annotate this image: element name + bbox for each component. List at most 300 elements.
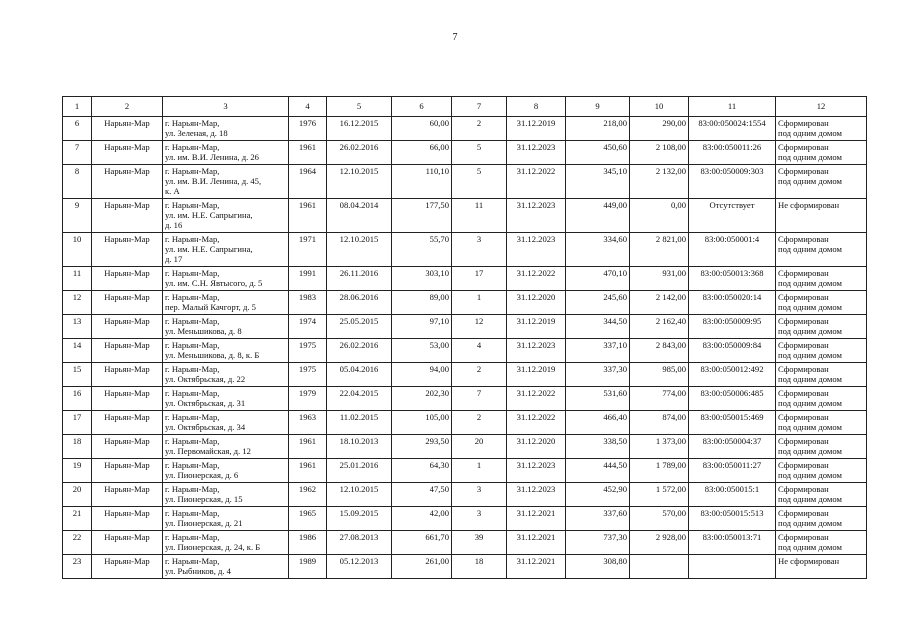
cell-number: 16: [63, 387, 92, 411]
column-header: 4: [289, 97, 327, 117]
column-header: 8: [507, 97, 566, 117]
cell-year-built: 1989: [289, 555, 327, 579]
cell-number: 12: [63, 291, 92, 315]
cell-address: [163, 315, 289, 339]
page-number: 7: [452, 32, 458, 43]
cell-deadline: 31.12.2022: [507, 411, 566, 435]
cell-year-built: 1975: [289, 339, 327, 363]
cell-area-total: 308,80: [566, 555, 630, 579]
cell-land-area: 2 162,40: [630, 315, 689, 339]
cell-status: [776, 165, 867, 199]
cell-land-area: 774,00: [630, 387, 689, 411]
cell-city: Нарьян-Мар: [92, 233, 163, 267]
cell-address-line: г. Нарьян-Мар,: [165, 412, 220, 422]
cell-status-line: под одним домом: [778, 326, 842, 337]
cell-year-built: 1991: [289, 267, 327, 291]
cell-area-total: 531,60: [566, 387, 630, 411]
cell-status: [776, 555, 867, 579]
cell-number: 21: [63, 507, 92, 531]
cell-status: [776, 411, 867, 435]
cell-date: 05.04.2016: [327, 363, 392, 387]
cell-area-total: 470,10: [566, 267, 630, 291]
cell-status-line: под одним домом: [778, 128, 842, 139]
cell-count: 3: [452, 507, 507, 531]
cell-status: [776, 483, 867, 507]
cell-status-line: под одним домом: [778, 422, 842, 433]
cell-status-line: под одним домом: [778, 518, 842, 529]
cell-status-line: Сформирован: [778, 364, 829, 374]
cell-land-area: 1 789,00: [630, 459, 689, 483]
cell-city: Нарьян-Мар: [92, 165, 163, 199]
cell-address-line: г. Нарьян-Мар,: [165, 340, 220, 350]
cell-deadline: 31.12.2023: [507, 233, 566, 267]
cell-city: Нарьян-Мар: [92, 531, 163, 555]
cell-date: 18.10.2013: [327, 435, 392, 459]
cell-address: [163, 531, 289, 555]
cell-address-line: ул. Октябрьская, д. 31: [165, 398, 246, 409]
cell-status-line: под одним домом: [778, 278, 842, 289]
cell-number: 11: [63, 267, 92, 291]
cell-city: Нарьян-Мар: [92, 363, 163, 387]
cell-cadastral-number: 83:00:050009:95: [689, 315, 776, 339]
cell-number: 14: [63, 339, 92, 363]
cell-status-line: Сформирован: [778, 436, 829, 446]
cell-status-line: Сформирован: [778, 316, 829, 326]
cell-count: 1: [452, 291, 507, 315]
cell-status: [776, 339, 867, 363]
cell-address-line: д. 17: [165, 254, 183, 265]
cell-area: 303,10: [392, 267, 452, 291]
cell-address-line: г. Нарьян-Мар,: [165, 436, 220, 446]
cell-city: Нарьян-Мар: [92, 483, 163, 507]
cell-address-line: г. Нарьян-Мар,: [165, 316, 220, 326]
table-row: [63, 339, 867, 363]
cell-deadline: 31.12.2022: [507, 267, 566, 291]
cell-deadline: 31.12.2019: [507, 117, 566, 141]
cell-land-area: 2 108,00: [630, 141, 689, 165]
cell-year-built: 1979: [289, 387, 327, 411]
cell-area-total: 334,60: [566, 233, 630, 267]
cell-count: 5: [452, 141, 507, 165]
cell-address-line: г. Нарьян-Мар,: [165, 484, 220, 494]
table-header-row: [63, 97, 867, 117]
cell-area: 42,00: [392, 507, 452, 531]
cell-address-line: к. А: [165, 186, 180, 197]
cell-deadline: 31.12.2021: [507, 555, 566, 579]
cell-area-total: 344,50: [566, 315, 630, 339]
cell-deadline: 31.12.2023: [507, 199, 566, 233]
cell-area-total: 737,30: [566, 531, 630, 555]
cell-status: [776, 117, 867, 141]
cell-date: 26.02.2016: [327, 141, 392, 165]
cell-date: 12.10.2015: [327, 233, 392, 267]
cell-status: [776, 233, 867, 267]
cell-count: 12: [452, 315, 507, 339]
cell-status-line: под одним домом: [778, 446, 842, 457]
column-header: 7: [452, 97, 507, 117]
cell-cadastral-number: 83:00:050011:26: [689, 141, 776, 165]
cell-status-line: Сформирован: [778, 142, 829, 152]
cell-deadline: 31.12.2020: [507, 291, 566, 315]
cell-count: 11: [452, 199, 507, 233]
cell-land-area: 2 821,00: [630, 233, 689, 267]
cell-address: [163, 291, 289, 315]
cell-year-built: 1961: [289, 199, 327, 233]
cell-address-line: г. Нарьян-Мар,: [165, 532, 220, 542]
cell-count: 2: [452, 117, 507, 141]
cell-cadastral-number: 83:00:050015:469: [689, 411, 776, 435]
cell-land-area: 2 132,00: [630, 165, 689, 199]
cell-number: 6: [63, 117, 92, 141]
cell-status-line: под одним домом: [778, 350, 842, 361]
cell-status: [776, 507, 867, 531]
cell-status-line: Сформирован: [778, 532, 829, 542]
cell-date: 22.04.2015: [327, 387, 392, 411]
cell-deadline: 31.12.2023: [507, 141, 566, 165]
cell-area: 105,00: [392, 411, 452, 435]
cell-date: 11.02.2015: [327, 411, 392, 435]
cell-city: Нарьян-Мар: [92, 291, 163, 315]
cell-city: Нарьян-Мар: [92, 387, 163, 411]
table-row: [63, 435, 867, 459]
cell-area-total: 218,00: [566, 117, 630, 141]
cell-land-area: 2 928,00: [630, 531, 689, 555]
cell-cadastral-number: [689, 555, 776, 579]
cell-address: [163, 483, 289, 507]
table-row: [63, 507, 867, 531]
cell-year-built: 1975: [289, 363, 327, 387]
cell-city: Нарьян-Мар: [92, 315, 163, 339]
table-row: [63, 411, 867, 435]
cell-address-line: ул. Зеленая, д. 18: [165, 128, 228, 139]
cell-status-line: под одним домом: [778, 374, 842, 385]
cell-area: 110,10: [392, 165, 452, 199]
cell-number: 13: [63, 315, 92, 339]
cell-cadastral-number: 83:00:050013:368: [689, 267, 776, 291]
cell-number: 20: [63, 483, 92, 507]
cell-address-line: ул. Меньшикова, д. 8, к. Б: [165, 350, 260, 361]
cell-year-built: 1974: [289, 315, 327, 339]
cell-number: 10: [63, 233, 92, 267]
cell-date: 25.05.2015: [327, 315, 392, 339]
cell-count: 1: [452, 459, 507, 483]
cell-year-built: 1962: [289, 483, 327, 507]
cell-number: 22: [63, 531, 92, 555]
cell-status-line: под одним домом: [778, 244, 842, 255]
cell-cadastral-number: 83:00:050024:1554: [689, 117, 776, 141]
table-row: [63, 459, 867, 483]
cell-address-line: г. Нарьян-Мар,: [165, 460, 220, 470]
cell-year-built: 1986: [289, 531, 327, 555]
cell-address: [163, 233, 289, 267]
cell-area: 202,30: [392, 387, 452, 411]
cell-status: [776, 199, 867, 233]
cell-deadline: 31.12.2021: [507, 531, 566, 555]
cell-address-line: ул. им. Н.Е. Сапрыгина,: [165, 244, 253, 255]
cell-area: 89,00: [392, 291, 452, 315]
cell-area: 60,00: [392, 117, 452, 141]
cell-address-line: ул. Пионерская, д. 21: [165, 518, 243, 529]
cell-area-total: 337,10: [566, 339, 630, 363]
cell-count: 17: [452, 267, 507, 291]
cell-status-line: под одним домом: [778, 494, 842, 505]
cell-cadastral-number: 83:00:050015:513: [689, 507, 776, 531]
table-row: [63, 199, 867, 233]
table-row: [63, 531, 867, 555]
cell-cadastral-number: 83:00:050011:27: [689, 459, 776, 483]
table-row: [63, 555, 867, 579]
cell-status: [776, 459, 867, 483]
column-header: 3: [163, 97, 289, 117]
cell-status: [776, 387, 867, 411]
cell-count: 20: [452, 435, 507, 459]
cell-number: 9: [63, 199, 92, 233]
cell-area: 177,50: [392, 199, 452, 233]
table-row: [63, 363, 867, 387]
cell-address-line: ул. Октябрьская, д. 34: [165, 422, 246, 433]
cell-cadastral-number: Отсутствует: [689, 199, 776, 233]
cell-land-area: 0,00: [630, 199, 689, 233]
cell-date: 05.12.2013: [327, 555, 392, 579]
cell-status-line: под одним домом: [778, 302, 842, 313]
cell-area: 94,00: [392, 363, 452, 387]
cell-date: 26.11.2016: [327, 267, 392, 291]
cell-deadline: 31.12.2022: [507, 165, 566, 199]
cell-count: 39: [452, 531, 507, 555]
cell-land-area: 2 843,00: [630, 339, 689, 363]
cell-year-built: 1963: [289, 411, 327, 435]
cell-area-total: 245,60: [566, 291, 630, 315]
table-row: [63, 483, 867, 507]
column-header: 1: [63, 97, 92, 117]
cell-city: Нарьян-Мар: [92, 507, 163, 531]
cell-land-area: 570,00: [630, 507, 689, 531]
cell-status-line: Сформирован: [778, 118, 829, 128]
cell-year-built: 1965: [289, 507, 327, 531]
cell-address-line: ул. им. Н.Е. Сапрыгина,: [165, 210, 253, 221]
cell-deadline: 31.12.2019: [507, 315, 566, 339]
cell-address-line: ул. им. В.И. Ленина, д. 45,: [165, 176, 262, 187]
cell-count: 7: [452, 387, 507, 411]
cell-status-line: под одним домом: [778, 176, 842, 187]
cell-count: 2: [452, 363, 507, 387]
cell-cadastral-number: 83:00:050009:303: [689, 165, 776, 199]
cell-land-area: 874,00: [630, 411, 689, 435]
cell-status-line: под одним домом: [778, 470, 842, 481]
cell-count: 2: [452, 411, 507, 435]
cell-cadastral-number: 83:00:050006:485: [689, 387, 776, 411]
column-header: 10: [630, 97, 689, 117]
cell-cadastral-number: 83:00:050001:4: [689, 233, 776, 267]
cell-area-total: 337,30: [566, 363, 630, 387]
cell-status-line: Сформирован: [778, 292, 829, 302]
cell-area: 261,00: [392, 555, 452, 579]
cell-status: [776, 315, 867, 339]
table-row: [63, 233, 867, 267]
cell-date: 08.04.2014: [327, 199, 392, 233]
cell-city: Нарьян-Мар: [92, 199, 163, 233]
cell-deadline: 31.12.2023: [507, 339, 566, 363]
cell-count: 5: [452, 165, 507, 199]
cell-count: 3: [452, 233, 507, 267]
cell-status: [776, 141, 867, 165]
cell-area-total: 337,60: [566, 507, 630, 531]
cell-status-line: Сформирован: [778, 388, 829, 398]
column-header: 9: [566, 97, 630, 117]
cell-status-line: под одним домом: [778, 398, 842, 409]
cell-address-line: г. Нарьян-Мар,: [165, 234, 220, 244]
cell-deadline: 31.12.2021: [507, 507, 566, 531]
cell-deadline: 31.12.2019: [507, 363, 566, 387]
cell-address-line: г. Нарьян-Мар,: [165, 118, 220, 128]
column-header: 12: [776, 97, 867, 117]
cell-land-area: 2 142,00: [630, 291, 689, 315]
cell-area: 97,10: [392, 315, 452, 339]
cell-address-line: г. Нарьян-Мар,: [165, 556, 220, 566]
cell-city: Нарьян-Мар: [92, 117, 163, 141]
cell-number: 23: [63, 555, 92, 579]
cell-address-line: ул. Октябрьская, д. 22: [165, 374, 246, 385]
cell-year-built: 1961: [289, 141, 327, 165]
cell-status: [776, 291, 867, 315]
cell-status-line: Сформирован: [778, 412, 829, 422]
cell-area: 661,70: [392, 531, 452, 555]
cell-cadastral-number: 83:00:050004:37: [689, 435, 776, 459]
cell-address-line: ул. Рыбников, д. 4: [165, 566, 231, 577]
cell-address-line: ул. им. В.И. Ленина, д. 26: [165, 152, 259, 163]
cell-city: Нарьян-Мар: [92, 141, 163, 165]
cell-deadline: 31.12.2023: [507, 459, 566, 483]
cell-address-line: ул. Первомайская, д. 12: [165, 446, 251, 457]
column-header: 2: [92, 97, 163, 117]
cell-cadastral-number: 83:00:050009:84: [689, 339, 776, 363]
cell-year-built: 1971: [289, 233, 327, 267]
cell-status: [776, 267, 867, 291]
cell-status-line: под одним домом: [778, 542, 842, 553]
cell-status-line: Не сформирован: [778, 556, 840, 566]
cell-status-line: Не сформирован: [778, 200, 840, 210]
table-row: [63, 291, 867, 315]
cell-address: [163, 507, 289, 531]
cell-date: 12.10.2015: [327, 483, 392, 507]
cell-cadastral-number: 83:00:050012:492: [689, 363, 776, 387]
cell-count: 18: [452, 555, 507, 579]
cell-address: [163, 555, 289, 579]
cell-land-area: [630, 555, 689, 579]
cell-address-line: г. Нарьян-Мар,: [165, 200, 220, 210]
cell-land-area: 1 373,00: [630, 435, 689, 459]
table-row: [63, 165, 867, 199]
cell-address: [163, 141, 289, 165]
cell-land-area: 985,00: [630, 363, 689, 387]
cell-city: Нарьян-Мар: [92, 459, 163, 483]
table-row: [63, 117, 867, 141]
cell-status-line: Сформирован: [778, 268, 829, 278]
column-header: 11: [689, 97, 776, 117]
cell-year-built: 1976: [289, 117, 327, 141]
cell-date: 26.02.2016: [327, 339, 392, 363]
cell-status-line: Сформирован: [778, 484, 829, 494]
cell-address-line: ул. Меньшикова, д. 8: [165, 326, 242, 337]
cell-year-built: 1961: [289, 459, 327, 483]
cell-count: 3: [452, 483, 507, 507]
cell-address-line: г. Нарьян-Мар,: [165, 142, 220, 152]
cell-address: [163, 459, 289, 483]
cell-address: [163, 267, 289, 291]
cell-status-line: Сформирован: [778, 166, 829, 176]
cell-status: [776, 363, 867, 387]
cell-area-total: 444,50: [566, 459, 630, 483]
cell-address-line: г. Нарьян-Мар,: [165, 508, 220, 518]
cell-status-line: Сформирован: [778, 460, 829, 470]
cell-address: [163, 435, 289, 459]
table-row: [63, 315, 867, 339]
cell-year-built: 1961: [289, 435, 327, 459]
cell-area-total: 452,90: [566, 483, 630, 507]
cell-date: 25.01.2016: [327, 459, 392, 483]
cell-status: [776, 531, 867, 555]
cell-cadastral-number: 83:00:050015:1: [689, 483, 776, 507]
cell-status: [776, 435, 867, 459]
cell-address: [163, 339, 289, 363]
cell-address-line: г. Нарьян-Мар,: [165, 292, 220, 302]
cell-land-area: 931,00: [630, 267, 689, 291]
cell-count: 4: [452, 339, 507, 363]
cell-address-line: г. Нарьян-Мар,: [165, 388, 220, 398]
cell-address: [163, 411, 289, 435]
cell-address: [163, 387, 289, 411]
cell-address: [163, 165, 289, 199]
cell-date: 27.08.2013: [327, 531, 392, 555]
cell-address-line: г. Нарьян-Мар,: [165, 166, 220, 176]
cell-area-total: 450,60: [566, 141, 630, 165]
cell-year-built: 1983: [289, 291, 327, 315]
cell-number: 8: [63, 165, 92, 199]
table-row: [63, 141, 867, 165]
cell-address-line: г. Нарьян-Мар,: [165, 364, 220, 374]
cell-cadastral-number: 83:00:050013:71: [689, 531, 776, 555]
cell-area: 53,00: [392, 339, 452, 363]
cell-year-built: 1964: [289, 165, 327, 199]
cell-land-area: 290,00: [630, 117, 689, 141]
cell-address-line: ул. Пионерская, д. 6: [165, 470, 239, 481]
cell-status-line: Сформирован: [778, 340, 829, 350]
cell-area: 66,00: [392, 141, 452, 165]
cell-number: 19: [63, 459, 92, 483]
cell-date: 15.09.2015: [327, 507, 392, 531]
cell-address-line: д. 16: [165, 220, 183, 231]
cell-number: 15: [63, 363, 92, 387]
cell-area: 47,50: [392, 483, 452, 507]
cell-status-line: под одним домом: [778, 152, 842, 163]
cell-area-total: 466,40: [566, 411, 630, 435]
cell-address: [163, 199, 289, 233]
cell-city: Нарьян-Мар: [92, 339, 163, 363]
table-row: [63, 387, 867, 411]
cell-date: 12.10.2015: [327, 165, 392, 199]
cell-address-line: ул. Пионерская, д. 24, к. Б: [165, 542, 261, 553]
cell-address: [163, 117, 289, 141]
cell-address-line: ул. им. С.Н. Явтысого, д. 5: [165, 278, 263, 289]
cell-address-line: пер. Малый Качгорт, д. 5: [165, 302, 256, 313]
cell-status-line: Сформирован: [778, 234, 829, 244]
cell-date: 16.12.2015: [327, 117, 392, 141]
cell-area-total: 449,00: [566, 199, 630, 233]
cell-city: Нарьян-Мар: [92, 435, 163, 459]
cell-address-line: ул. Пионерская, д. 15: [165, 494, 243, 505]
cell-status-line: Сформирован: [778, 508, 829, 518]
cell-address-line: г. Нарьян-Мар,: [165, 268, 220, 278]
